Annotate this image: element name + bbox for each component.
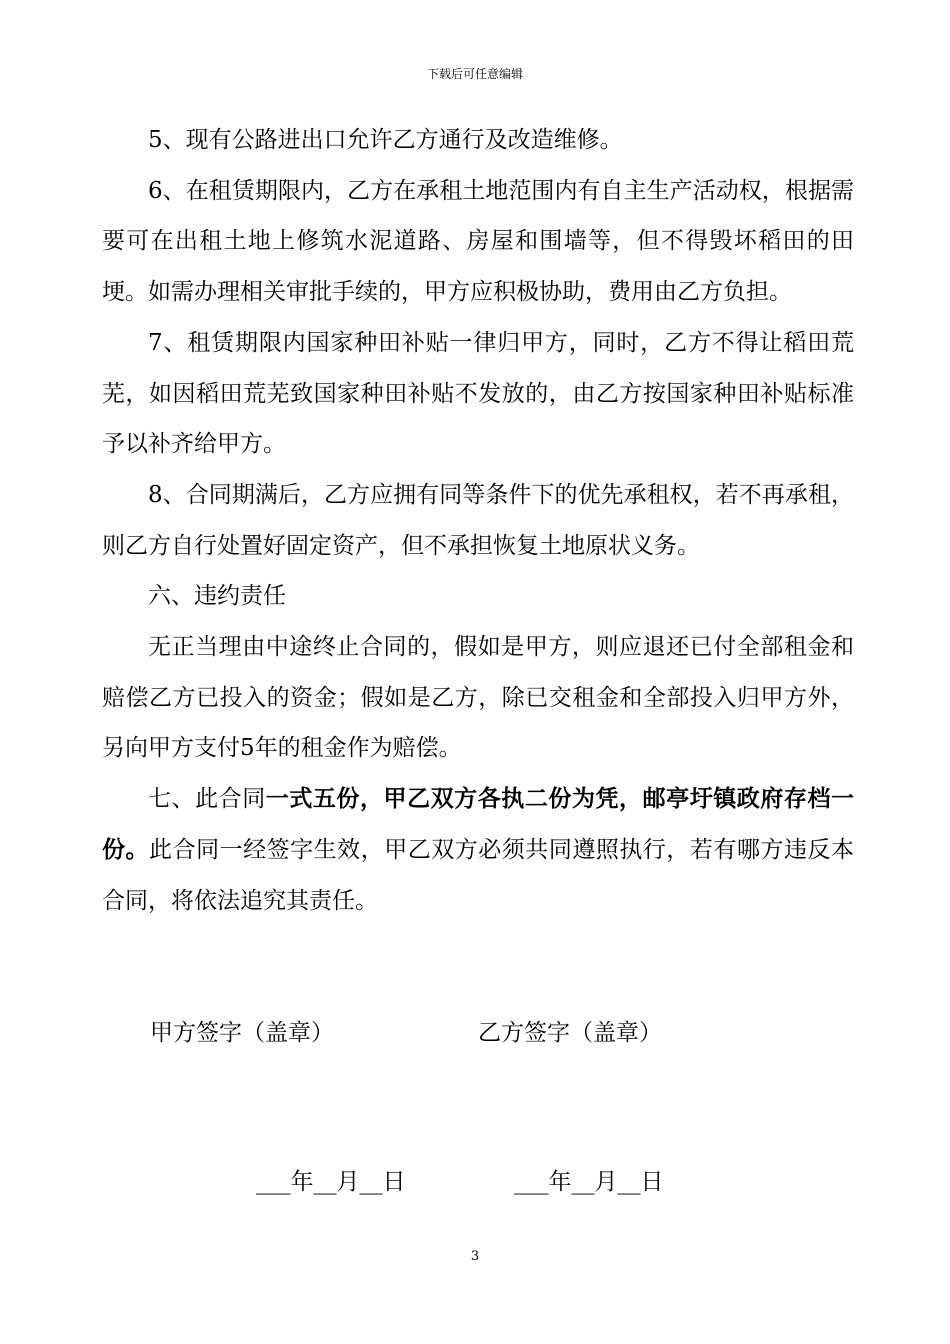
clause-6: 6、在租赁期限内，乙方在承租土地范围内有自主生产活动权，根据需要可在出租土地上修筑水泥道路、房屋和围墙等，但不得毁坏稻田的田埂。如需办理相关审批手续的，甲方应积极协助，费用由乙方负担。 bbox=[102, 177, 854, 306]
party-b-date: ___年__月__日 bbox=[514, 1169, 664, 1195]
clause-7: 7、租赁期限内国家种田补贴一律归甲方，同时，乙方不得让稻田荒芜，如因稻田荒芜致国家种田补贴不发放的，由乙方按国家种田补贴标准予以补齐给甲方。 bbox=[102, 329, 854, 458]
section-7-rest: 此合同一经签字生效，甲乙双方必须共同遵照执行，若有哪方违反本合同，将依法追究其责任。 bbox=[102, 836, 855, 914]
section-7 bbox=[102, 774, 854, 926]
party-a-date: ___年__月__日 bbox=[256, 1169, 406, 1195]
date-row bbox=[0, 1164, 950, 1204]
section-6-body: 无正当理由中途终止合同的，假如是甲方，则应退还已付全部租金和赔偿乙方已投入的资金；假如是乙方，除已交租金和全部投入归甲方外，另向甲方支付5年的租金作为赔偿。 bbox=[102, 634, 854, 762]
page-number: 3 bbox=[470, 1249, 480, 1264]
clause-8: 8、合同期满后，乙方应拥有同等条件下的优先承租权，若不再承租，则乙方自行处置好固定资产，但不承担恢复土地原状义务。 bbox=[102, 481, 854, 559]
contract-body bbox=[102, 115, 854, 926]
clause-5: 5、现有公路进出口允许乙方通行及改造维修。 bbox=[148, 127, 623, 153]
party-a-signature: 甲方签字（盖章） bbox=[150, 1020, 334, 1046]
signature-row bbox=[0, 1015, 950, 1055]
party-b-signature: 乙方签字（盖章） bbox=[478, 1020, 662, 1046]
section-6-heading: 六、违约责任 bbox=[148, 583, 286, 610]
page-header: 下载后可任意编辑 bbox=[426, 67, 523, 81]
section-7-bold: 一式五份，甲乙双方各执二份为凭，邮亭圩镇政府存档一份。 bbox=[102, 785, 855, 863]
section-7-prefix: 七、此合同 bbox=[148, 786, 266, 813]
